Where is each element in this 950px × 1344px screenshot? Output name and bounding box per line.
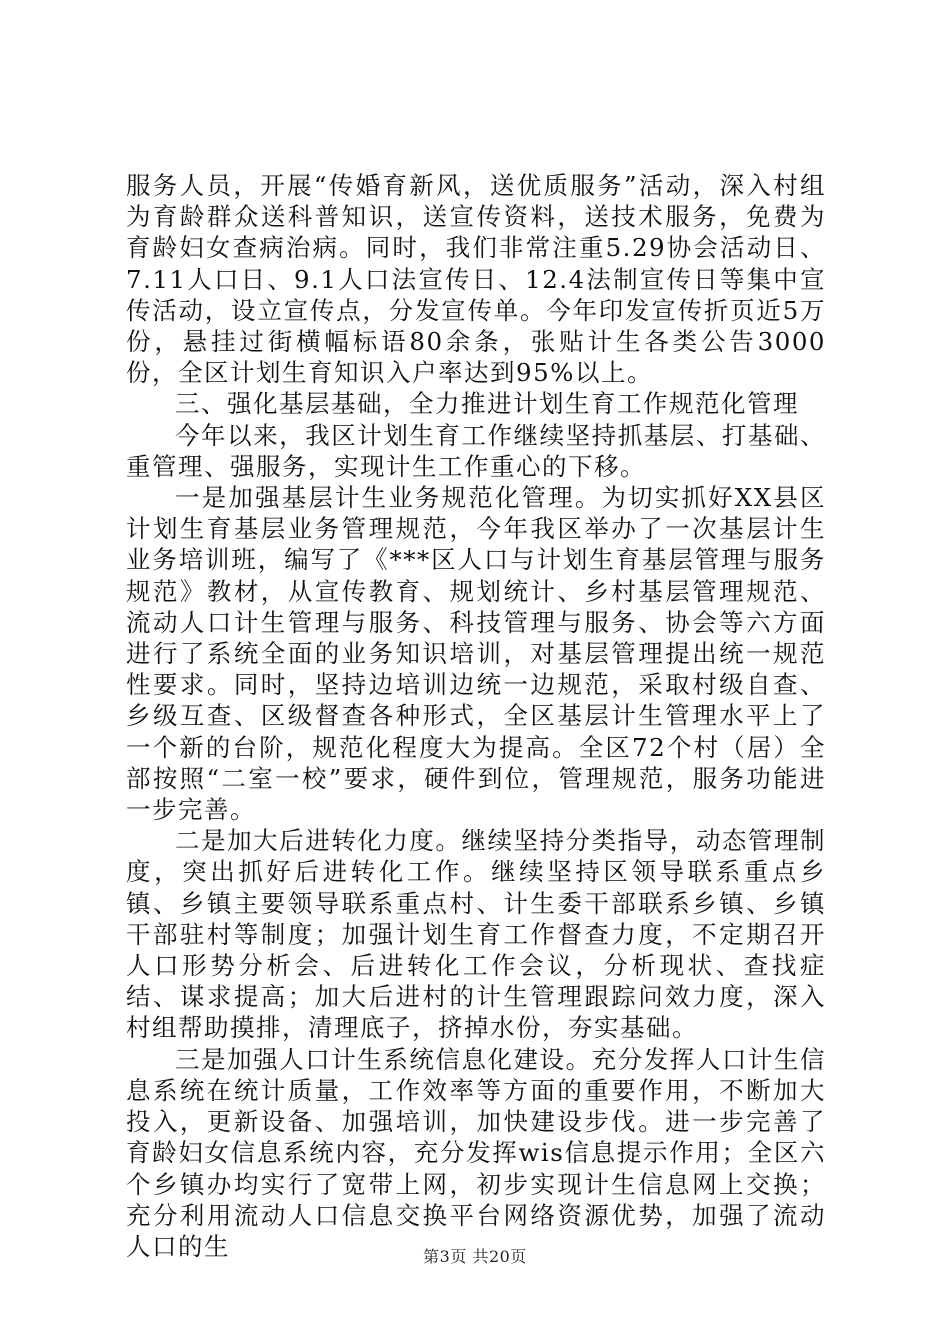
page-footer: 第3页 共20页 [423,1247,527,1266]
paragraph-intro: 今年以来，我区计划生育工作继续坚持抓基层、打基础、重管理、强服务，实现计生工作重心的下移。 [126,420,826,481]
section-heading: 三、强化基层基础，全力推进计划生育工作规范化管理 [175,389,799,419]
paragraph-item-2: 二是加大后进转化力度。继续坚持分类指导，动态管理制度，突出抓好后进转化工作。继续坚持区领导联系重点乡镇、乡镇主要领导联系重点村、计生委干部联系乡镇、乡镇干部驻村等制度；加强计划生育工作督查力度，不定期召开人口形势分析会、后进转化工作会议，分析现状、查找症结、谋求提高；加大后进村的计生管理跟踪问效力度，深入村组帮助摸排，清理底子，挤掉水份，夯实基础。 [126,826,826,1043]
paragraph-item-3: 三是加强人口计生系统信息化建设。充分发挥人口计生信息系统在统计质量，工作效率等方面的重要作用，不断加大投入，更新设备、加强培训，加快建设步伐。进一步完善了育龄妇女信息系统内容，充分发挥wis信息提示作用；全区六个乡镇办均实行了宽带上网，初步实现计生信息网上交换；充分利用流动人口信息交换平台网络资源优势，加强了流动人口的生 [126,1044,826,1261]
document-body [126,170,826,1262]
paragraph-continuation: 服务人员，开展“传婚育新风，送优质服务”活动，深入村组为育龄群众送科普知识，送宣传资料，送技术服务，免费为育龄妇女查病治病。同时，我们非常注重5.29协会活动日、7.11人口日、9.1人口法宣传日、12.4法制宣传日等集中宣传活动，设立宣传点，分发宣传单。今年印发宣传折页近5万份，悬挂过街横幅标语80余条，张贴计生各类公告3000份，全区计划生育知识入户率达到95%以上。 [126,171,826,388]
paragraph-item-1: 一是加强基层计生业务规范化管理。为切实抓好XX县区计划生育基层业务管理规范，今年我区举办了一次基层计生业务培训班，编写了《***区人口与计划生育基层管理与服务规范》教材，从宣传教育、规划统计、乡村基层管理规范、流动人口计生管理与服务、科技管理与服务、协会等六方面进行了系统全面的业务知识培训，对基层管理提出统一规范性要求。同时，坚持边培训边统一边规范，采取村级自查、乡级互查、区级督查各种形式，全区基层计生管理水平上了一个新的台阶，规范化程度大为提高。全区72个村（居）全部按照“二室一校”要求，硬件到位，管理规范，服务功能进一步完善。 [126,483,826,825]
